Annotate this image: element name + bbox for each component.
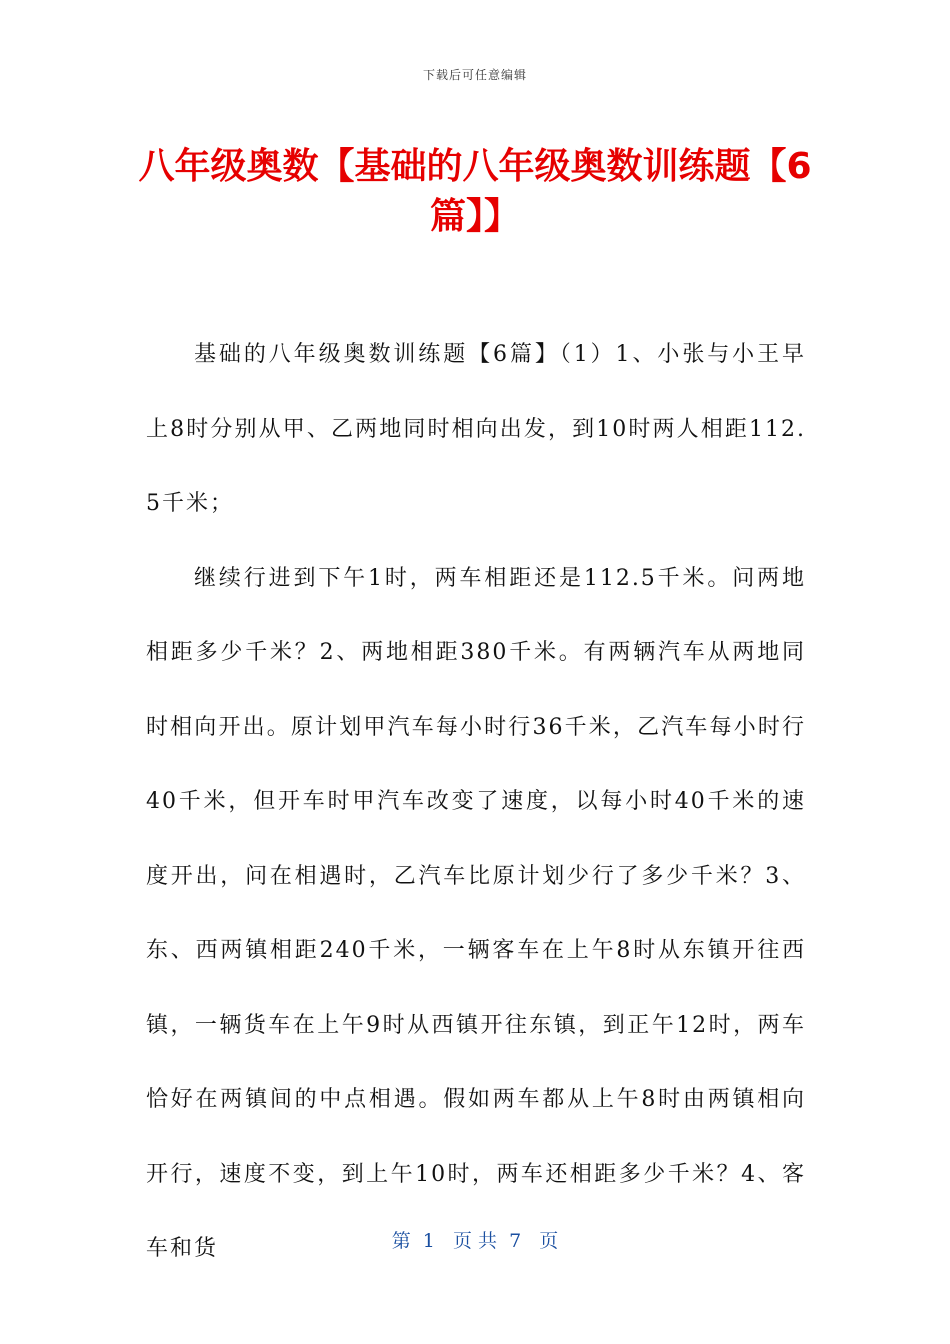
page-number-footer: 第 1 页 共 7 页	[391, 1230, 559, 1252]
paragraph-1: 基础的八年级奥数训练题【6篇】（1）1、小张与小王早上8时分别从甲、乙两地同时相向出发，到10时两人相距112.5千米；	[146, 342, 806, 516]
document-title: 八年级奥数【基础的八年级奥数训练题【6篇】】	[138, 146, 812, 237]
paragraph-2: 继续行进到下午1时，两车相距还是112.5千米。问两地相距多少千米？2、两地相距380千米。有两辆汽车从两地同时相向开出。原计划甲汽车每小时行36千米，乙汽车每小时行40千米，但开车时甲汽车改变了速度，以每小时40千米的速度开出，问在相遇时，乙汽车比原计划少行了多少千米？3、东、西两镇相距240千米，一辆客车在上午8时从东镇开往西镇，一辆货车在上午9时从西镇开往东镇，到正午12时，两车恰好在两镇间的中点相遇。假如两车都从上午8时由两镇相向开行，速度不变，到上午10时，两车还相距多少千米？4、客车和货	[146, 565, 806, 1261]
document-body	[146, 318, 806, 1287]
header-note: 下载后可任意编辑	[422, 68, 527, 82]
